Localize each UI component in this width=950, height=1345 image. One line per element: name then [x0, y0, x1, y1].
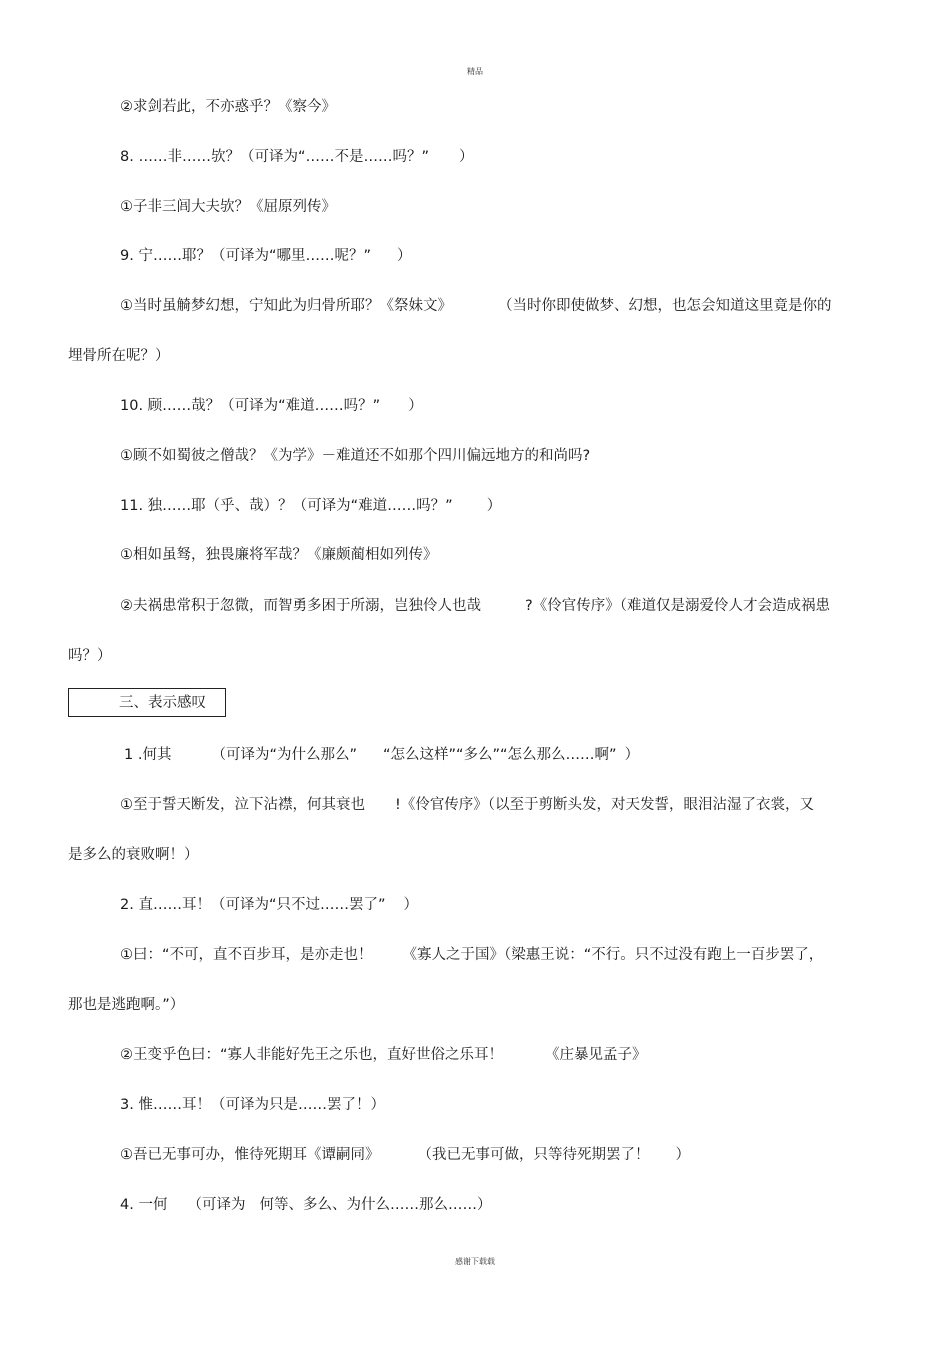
- text-line: [120, 1195, 491, 1215]
- text-line: [120, 496, 501, 516]
- line-segment: ②王变乎色曰：“寡人非能好先王之乐也，直好世俗之乐耳！: [120, 1047, 504, 1063]
- text-line: 是多么的衰败啊！）: [68, 847, 199, 863]
- line-segment: ①吾已无事可办，惟待死期耳《谭嗣同》: [120, 1147, 380, 1163]
- line-segment: ②夫祸患常积于忽微，而智勇多困于所溺，岂独伶人也哉: [120, 598, 481, 614]
- text-line: ①子非三闾大夫欤？《屈原列传》: [120, 199, 336, 215]
- text-line: 那也是逃跑啊。”）: [68, 997, 185, 1013]
- text-line: [120, 1045, 647, 1065]
- text-line: [120, 945, 823, 965]
- text-line: [124, 745, 639, 765]
- line-segment: ）: [396, 248, 412, 264]
- text-line: 3. 惟……耳！（可译为只是……罢了！）: [120, 1097, 385, 1113]
- line-segment: ）: [458, 149, 474, 165]
- text-line: [120, 396, 423, 416]
- line-segment: 4. 一何: [120, 1197, 168, 1213]
- line-segment: 《寡人之于国》（梁惠王说：“不行。只不过没有跑上一百步罢了，: [402, 947, 824, 963]
- text-line: ①顾不如蜀彼之僧哉？《为学》－难道还不如那个四川偏远地方的和尚吗?: [120, 448, 591, 464]
- page-footer: 感谢下载载: [455, 1257, 495, 1266]
- line-segment: （当时你即使做梦、幻想，也怎会知道这里竟是你的: [498, 298, 832, 314]
- line-segment: ?《伶官传序》（难道仅是溺爱伶人才会造成祸患: [525, 598, 830, 614]
- line-segment: ）: [624, 747, 640, 763]
- line-segment: 10. 顾……哉？（可译为“难道……吗？”: [120, 398, 381, 414]
- text-line: [120, 1145, 690, 1165]
- text-line: [120, 296, 832, 316]
- line-segment: “怎么这样”“多么”“怎么那么……啊”: [382, 747, 617, 763]
- line-segment: ）: [408, 398, 423, 414]
- text-line: [120, 246, 411, 266]
- line-segment: （可译为“为什么那么”: [211, 747, 357, 763]
- line-segment: 8. ……非……欤？（可译为“……不是……吗？”: [120, 149, 429, 165]
- text-line: 吗？）: [68, 648, 112, 664]
- text-line: [120, 147, 473, 167]
- line-segment: 1 .何其: [124, 747, 172, 763]
- section-heading-box: [68, 688, 226, 717]
- text-line: ①相如虽驽，独畏廉将军哉？《廉颇蔺相如列传》: [120, 547, 438, 563]
- line-segment: （可译为: [187, 1197, 246, 1213]
- text-line: ②求剑若此，不亦惑乎？《察今》: [120, 99, 336, 115]
- line-segment: （我已无事可做，只等待死期罢了！: [417, 1147, 650, 1163]
- line-segment: ）: [486, 498, 502, 514]
- line-segment: ①当时虽觭梦幻想，宁知此为归骨所耶？《祭妹文》: [120, 298, 452, 314]
- line-segment: 《庄暴见孟子》: [545, 1047, 647, 1063]
- line-segment: ）: [675, 1147, 690, 1163]
- line-segment: ①至于誓天断发，泣下沾襟，何其衰也: [120, 797, 365, 813]
- text-line: [120, 795, 814, 815]
- text-line: [120, 596, 830, 616]
- line-segment: ）: [403, 897, 418, 913]
- text-line: [120, 895, 418, 915]
- text-line: 埋骨所在呢？）: [68, 348, 170, 364]
- page-header: 精品: [467, 67, 483, 76]
- line-segment: ①曰：“不可，直不百步耳，是亦走也！: [120, 947, 373, 963]
- line-segment: !《伶官传序》（以至于剪断头发，对天发誓，眼泪沾湿了衣裳，又: [395, 797, 815, 813]
- line-segment: 11. 独……耶（乎、哉）？（可译为“难道……吗？”: [120, 498, 453, 514]
- line-segment: 9. 宁……耶？（可译为“哪里……呢？”: [120, 248, 371, 264]
- section-heading: 三、表示感叹: [119, 695, 206, 711]
- line-segment: 2. 直……耳！（可译为“只不过……罢了”: [120, 897, 386, 913]
- line-segment: 何等、多么、为什么……那么……）: [259, 1197, 492, 1213]
